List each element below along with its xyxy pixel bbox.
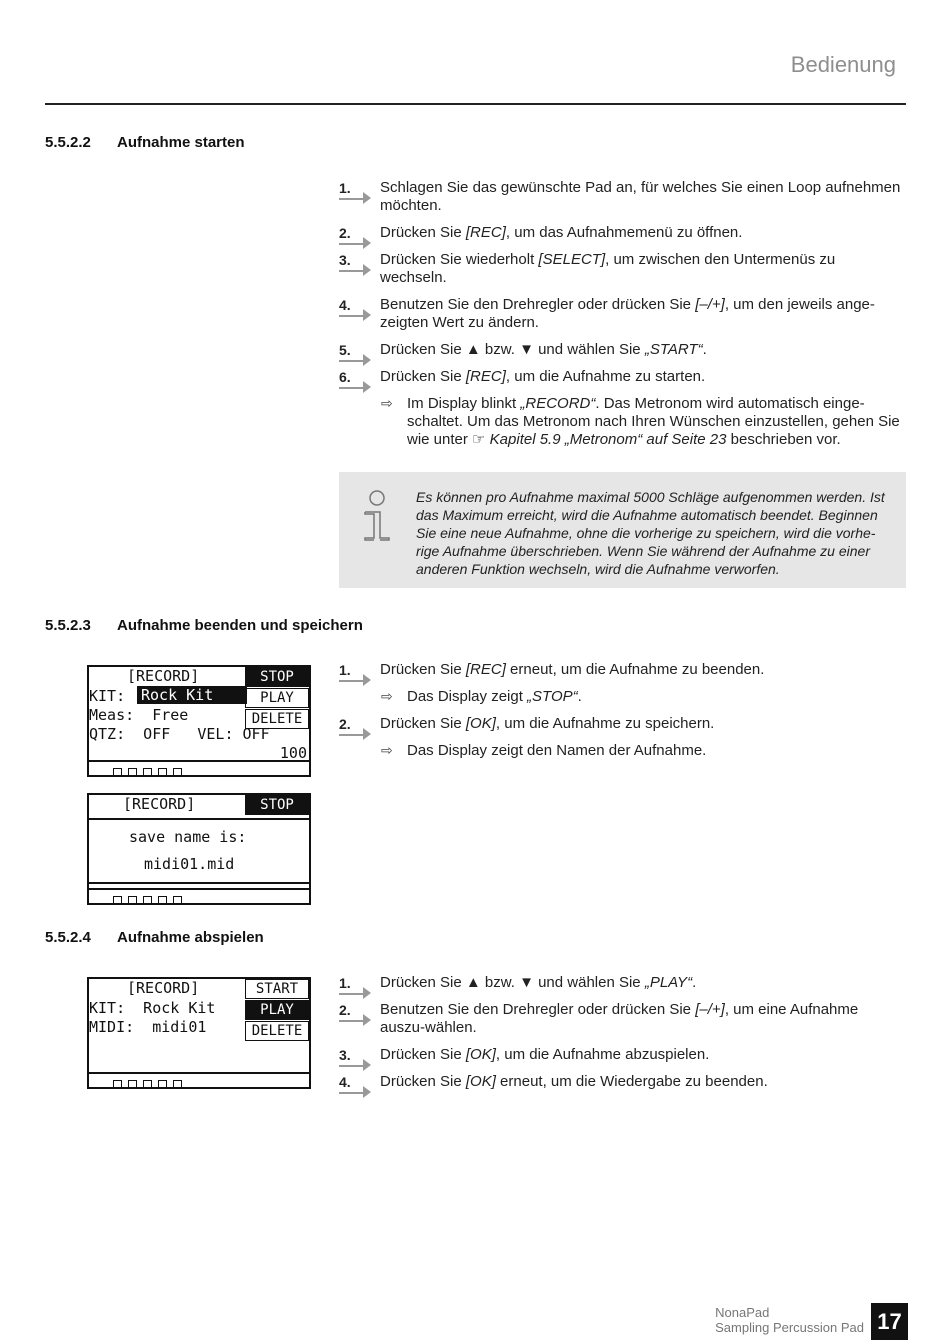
lcd-title: [RECORD]: [123, 795, 196, 813]
header-rule: [45, 103, 906, 105]
step-arrow-icon: [339, 243, 365, 245]
section-heading-aufnahme-beenden: [45, 617, 363, 634]
page-header-title: Bedienung: [790, 52, 896, 77]
lcd-midi: MIDI: midi01: [89, 1018, 207, 1036]
step-number: 5.: [339, 341, 373, 362]
step-6: 6. Drücken Sie [REC], um die Aufnahme zu starten.: [339, 368, 906, 386]
footer-line-1: NonaPad: [715, 1305, 770, 1320]
step-arrow-icon: [339, 993, 365, 995]
step-number: 2.: [339, 224, 373, 245]
info-icon: [361, 490, 393, 544]
lcd-popup: [89, 818, 309, 884]
lcd-menu: [245, 979, 309, 1042]
step-arrow-icon: [339, 270, 365, 272]
result-arrow-icon: ⇨: [381, 395, 393, 411]
step-arrow-icon: [339, 1020, 365, 1022]
footer-line-2: Sampling Percussion Pad: [715, 1320, 864, 1335]
result-arrow-icon: ⇨: [381, 688, 393, 704]
lcd-menu: [245, 795, 309, 816]
step-number: 1.: [339, 661, 373, 682]
step-1: 1. Drücken Sie ▲ bzw. ▼ und wählen Sie „PLAY“.: [339, 974, 906, 992]
lcd-file-name: midi01.mid: [144, 855, 235, 873]
step-3: 3. Drücken Sie [OK], um die Aufnahme abzuspielen.: [339, 1046, 906, 1064]
step-4: 4. Benutzen Sie den Drehregler oder drücken Sie [–/+], um den jeweils ange-zeigten Wert zu ändern.: [339, 296, 875, 331]
section-title: Aufnahme abspielen: [117, 929, 264, 946]
step-text: Schlagen Sie das gewünschte Pad an, für welches Sie einen Loop aufnehmen möchten.: [380, 179, 901, 214]
lcd-kit: KIT: Rock Kit: [89, 999, 216, 1017]
steps-list-play: [339, 974, 906, 1100]
step-1: 1. Drücken Sie [REC] erneut, um die Aufnahme zu beenden.: [339, 661, 906, 679]
step-result: ⇨ Im Display blinkt „RECORD“. Das Metronom wird automatisch einge-schaltet. Um das Metronom nach Ihren Wünschen einzustellen, gehen Sie wie unter ☞ Kapitel 5.9 „Metronom“ auf Seite 23 beschrieben vor.: [381, 395, 900, 448]
step-result: ⇨ Das Display zeigt den Namen der Aufnahme.: [381, 742, 707, 759]
steps-list-stop: [339, 661, 906, 769]
lcd-menu-delete: DELETE: [245, 1021, 309, 1041]
lcd-save-line: save name is:: [129, 828, 247, 846]
section-number: 5.5.2.2: [45, 134, 91, 151]
lcd-menu: [245, 667, 309, 730]
lcd-status-bar: [89, 760, 309, 775]
lcd-display-record-stop: [87, 665, 311, 777]
lcd-vel-value: 100: [279, 744, 307, 762]
step-number: 2.: [339, 715, 373, 736]
step-arrow-icon: [339, 315, 365, 317]
lcd-title: [RECORD]: [127, 979, 200, 997]
step-2: 2. Drücken Sie [REC], um das Aufnahmemenü zu öffnen.: [339, 224, 906, 242]
step-number: 4.: [339, 296, 373, 317]
link-hand-icon: ☞: [472, 431, 490, 448]
info-note-box: [339, 472, 906, 588]
step-number: 3.: [339, 251, 373, 272]
step-arrow-icon: [339, 680, 365, 682]
step-arrow-icon: [339, 387, 365, 389]
step-number: 1.: [339, 974, 373, 995]
lcd-menu-stop: STOP: [245, 795, 309, 815]
lcd-menu-play: PLAY: [245, 1000, 309, 1020]
step-1: [339, 179, 906, 215]
step-number: 2.: [339, 1001, 373, 1022]
lcd-status-bar: [89, 888, 309, 903]
steps-list-start: [339, 179, 906, 458]
section-title: Aufnahme starten: [117, 134, 245, 151]
step-arrow-icon: [339, 360, 365, 362]
lcd-menu-stop: STOP: [245, 667, 309, 687]
page-number: 17: [871, 1303, 908, 1340]
step-number: 1.: [339, 179, 373, 200]
step-arrow-icon: [339, 734, 365, 736]
step-3: 3. Drücken Sie wiederholt [SELECT], um zwischen den Untermenüs zu wechseln.: [339, 251, 836, 286]
step-2: 2. Benutzen Sie den Drehregler oder drücken Sie [–/+], um eine Aufnahme auszu-wählen.: [339, 1001, 859, 1036]
step-result: ⇨ Das Display zeigt „STOP“.: [381, 688, 582, 705]
section-heading-aufnahme-starten: [45, 134, 245, 151]
step-4: 4. Drücken Sie [OK] erneut, um die Wiedergabe zu beenden.: [339, 1073, 906, 1091]
lcd-menu-start: START: [245, 979, 309, 999]
step-arrow-icon: [339, 198, 365, 200]
lcd-display-save-name: [87, 793, 311, 905]
lcd-menu-play: PLAY: [245, 688, 309, 708]
step-number: 3.: [339, 1046, 373, 1067]
step-5: 5. Drücken Sie ▲ bzw. ▼ und wählen Sie „START“.: [339, 341, 906, 359]
section-number: 5.5.2.4: [45, 929, 91, 946]
lcd-kit-label: KIT:: [89, 687, 126, 705]
lcd-kit-value: Rock Kit: [137, 686, 247, 704]
chapter-link[interactable]: Kapitel 5.9 „Metronom“ auf Seite 23: [489, 431, 727, 448]
footer-product: [715, 1305, 864, 1335]
section-heading-aufnahme-abspielen: [45, 929, 264, 946]
step-2: 2. Drücken Sie [OK], um die Aufnahme zu speichern.: [339, 715, 906, 733]
lcd-meas: Meas: Free: [89, 706, 189, 724]
lcd-title: [RECORD]: [127, 667, 200, 685]
result-arrow-icon: ⇨: [381, 742, 393, 758]
step-arrow-icon: [339, 1092, 365, 1094]
lcd-menu-delete: DELETE: [245, 709, 309, 729]
lcd-display-record-play: [87, 977, 311, 1089]
step-number: 6.: [339, 368, 373, 389]
section-number: 5.5.2.3: [45, 617, 91, 634]
lcd-qtz-vel: QTZ: OFF VEL: OFF: [89, 725, 270, 743]
step-number: 4.: [339, 1073, 373, 1094]
note-text: Es können pro Aufnahme maximal 5000 Schläge aufgenommen werden. Ist das Maximum erreicht, wird die Aufnahme automatisch beendet. Beginnen Sie eine neue Aufnahme, ohne die vorherige zu speichern, wird die vorhe-rige Aufnahme überschrieben. Wenn Sie während der Aufnahme zu einer anderen Funktion wechseln, wird die Aufnahme verworfen.: [416, 489, 885, 577]
lcd-status-bar: [89, 1072, 309, 1087]
step-arrow-icon: [339, 1065, 365, 1067]
section-title: Aufnahme beenden und speichern: [117, 617, 363, 634]
